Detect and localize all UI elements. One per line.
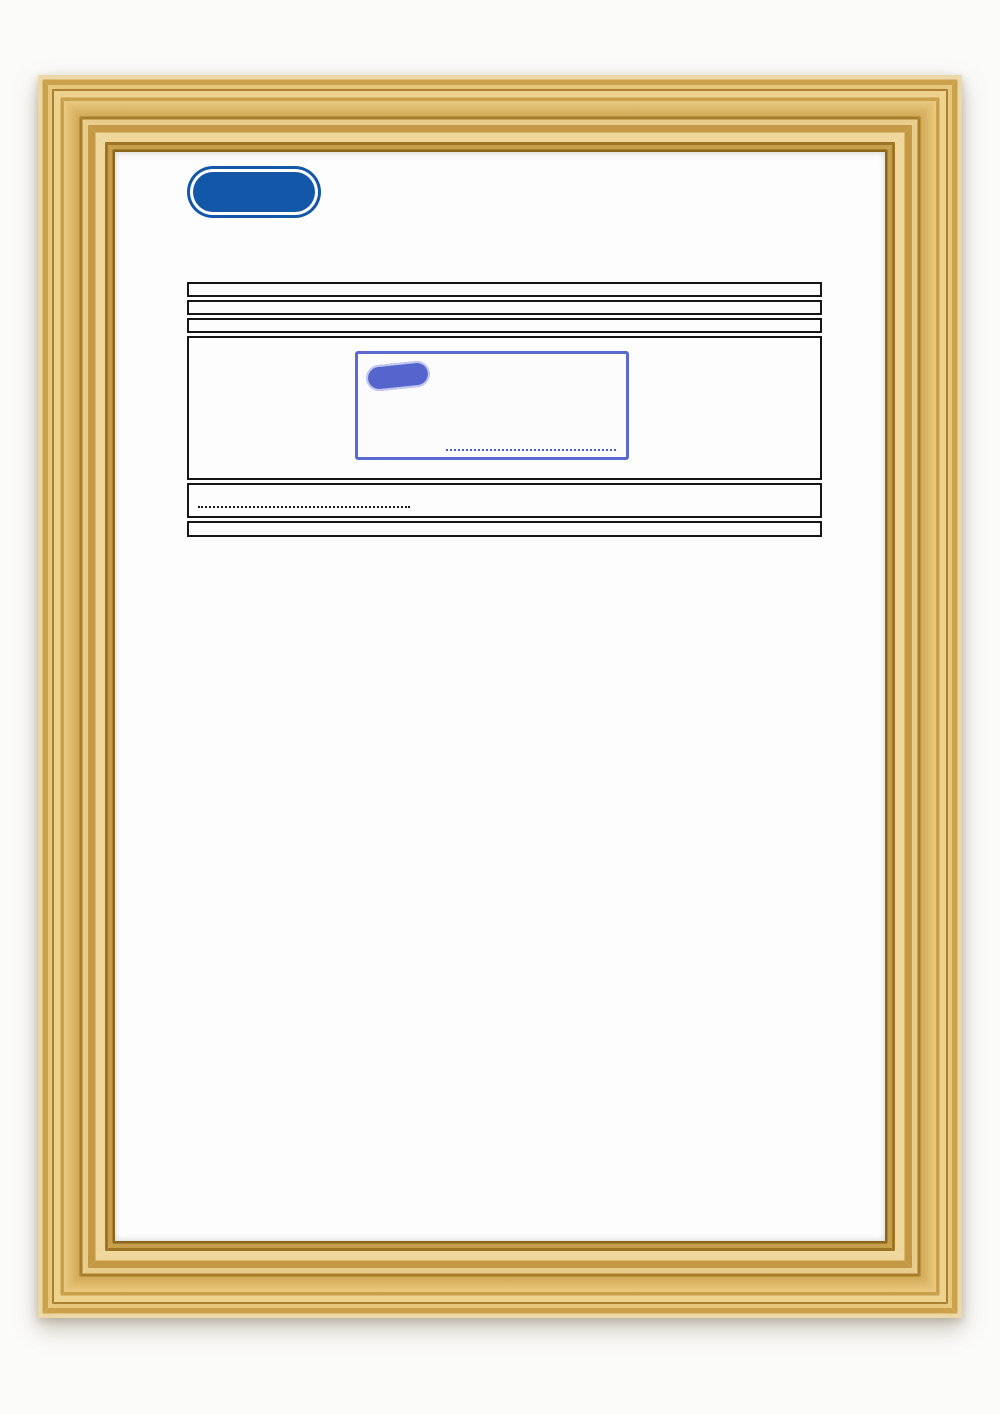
approved-date-box [187,483,822,518]
approved-date-row [195,495,812,508]
info-box-sample [187,300,822,315]
info-box-test [187,318,822,333]
frame-top-molding [38,75,962,152]
frame-left-molding [38,75,115,1318]
info-box-applicant [187,282,822,297]
info-boxes [187,282,822,537]
report-page [115,152,885,1241]
report-content [115,152,885,1241]
frame-bottom-molding [38,1241,962,1318]
remark-box [187,521,822,537]
signature-box [187,336,822,480]
approved-date-labelwrap [195,495,413,508]
audix-logo [190,169,318,215]
stamp-signature-line [446,441,616,451]
stamp-audix-logo [365,360,431,393]
leader-dots [198,495,410,508]
frame-right-molding [885,75,962,1318]
stamp-signature-row [444,441,616,451]
laboratory-stamp [355,351,629,460]
